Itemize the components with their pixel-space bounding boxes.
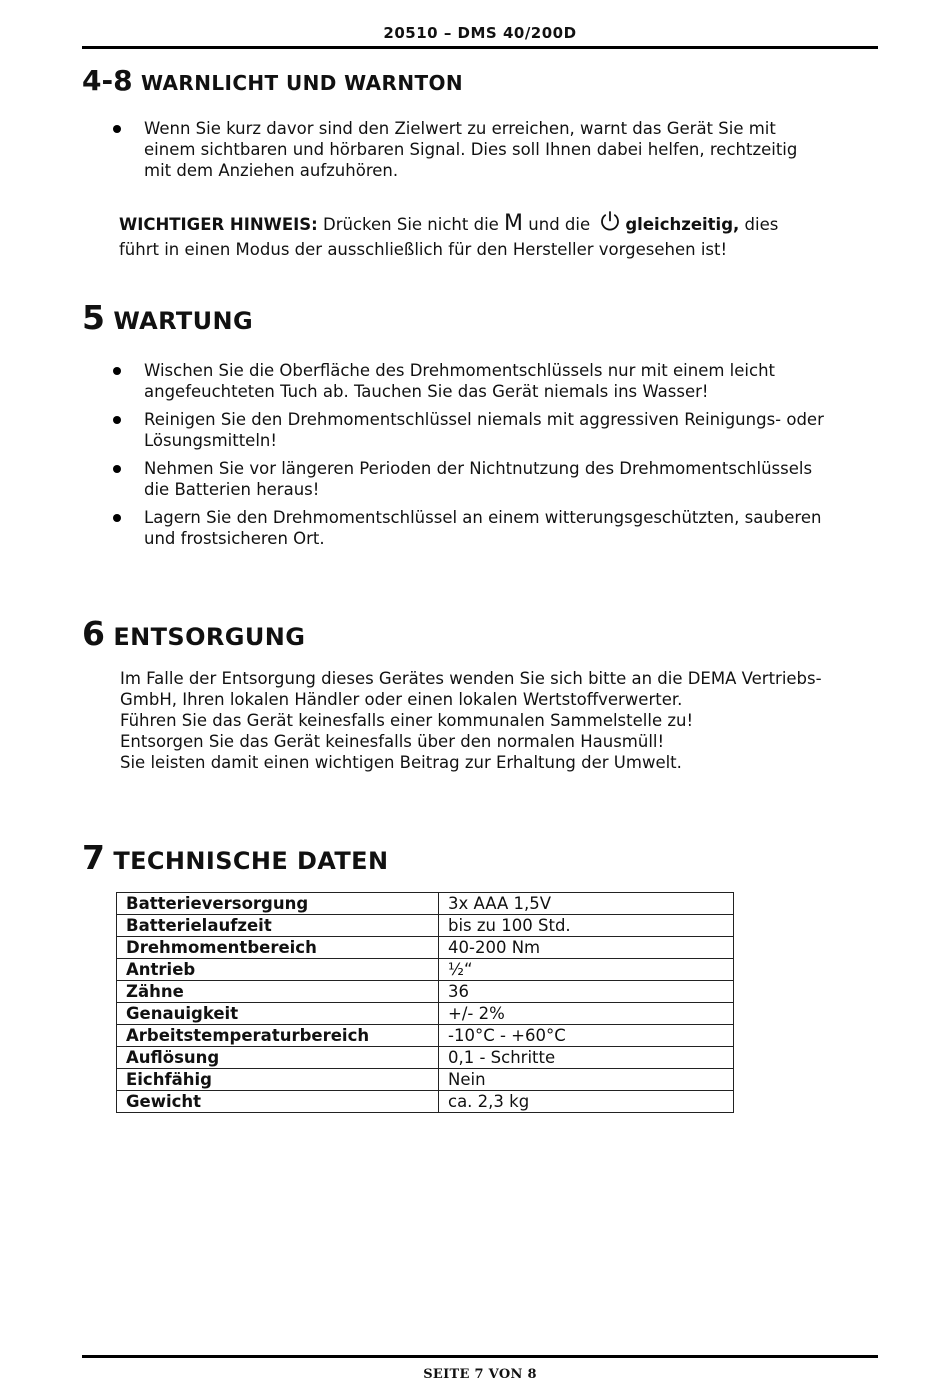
note-emphasis: gleichzeitig,	[625, 215, 740, 234]
section-title: TECHNISCHE DATEN	[113, 847, 389, 875]
section-heading-entsorgung	[82, 614, 305, 653]
list-item: Lagern Sie den Drehmomentschlüssel an einem witterungsgeschützten, sauberen und frostsicheren Ort.	[110, 507, 870, 549]
bullet-dot	[113, 367, 121, 375]
table-row: Arbeitstemperaturbereich -10°C - +60°C	[117, 1025, 734, 1047]
bullet-dot	[113, 514, 121, 522]
section-number: 7	[82, 838, 105, 877]
bullet-dot	[113, 125, 121, 133]
list-item: Reinigen Sie den Drehmomentschlüssel niemals mit aggressiven Reinigungs- oder Lösungsmitteln!	[110, 409, 870, 451]
table-row: Genauigkeit +/- 2%	[117, 1003, 734, 1025]
table-row: Batterieversorgung 3x AAA 1,5V	[117, 893, 734, 915]
table-row: Batterielaufzeit bis zu 100 Std.	[117, 915, 734, 937]
page-number: SEITE 7 VON 8	[423, 1367, 537, 1382]
section-title: ENTSORGUNG	[113, 623, 306, 651]
document-header-title: 20510 – DMS 40/200D	[383, 24, 577, 42]
section-title: WARTUNG	[113, 307, 254, 335]
table-row: Eichfähig Nein	[117, 1069, 734, 1091]
technical-data-table	[116, 892, 734, 1113]
note-line-2: führt in einen Modus der ausschließlich für den Hersteller vorgesehen ist!	[119, 240, 728, 259]
list-item: Wischen Sie die Oberfläche des Drehmomentschlüssels nur mit einem leicht angefeuchteten Tuch ab. Tauchen Sie das Gerät niemals ins Wasser!	[110, 360, 870, 402]
table-row: Antrieb ½“	[117, 959, 734, 981]
table-row: Auflösung 0,1 - Schritte	[117, 1047, 734, 1069]
m-button-glyph: M	[504, 211, 524, 236]
list-item: Wenn Sie kurz davor sind den Zielwert zu erreichen, warnt das Gerät Sie mit einem sichtbaren und hörbaren Signal. Dies soll Ihnen dabei helfen, rechtzeitig mit dem Anziehen aufzuhören.	[110, 118, 870, 181]
header-rule	[82, 46, 878, 49]
important-note: WICHTIGER HINWEIS: Drücken Sie nicht die M und die gleichzeitig, dies führt in einen Modus der ausschließlich für den Hersteller vorgesehen ist!	[119, 209, 879, 261]
bullet-dot	[113, 416, 121, 424]
list-item: Nehmen Sie vor längeren Perioden der Nichtnutzung des Drehmomentschlüssels die Batterien heraus!	[110, 458, 870, 500]
section-heading-warnlicht	[82, 64, 463, 97]
note-label: WICHTIGER HINWEIS:	[119, 215, 318, 234]
section-number: 5	[82, 298, 105, 337]
section-title: WARNLICHT UND WARNTON	[140, 71, 464, 95]
bullet-list-warnlicht	[110, 118, 870, 188]
section-number: 4-8	[82, 64, 133, 97]
power-icon	[598, 209, 622, 239]
table-row: Gewicht ca. 2,3 kg	[117, 1091, 734, 1113]
table-row: Zähne 36	[117, 981, 734, 1003]
section-heading-technische-daten	[82, 838, 388, 877]
footer-rule	[82, 1355, 878, 1358]
bullet-list-wartung	[110, 360, 870, 556]
disposal-paragraph: Im Falle der Entsorgung dieses Gerätes wenden Sie sich bitte an die DEMA Vertriebs- GmbH, Ihren lokalen Händler oder einen lokalen Wertstoffverwerter. Führen Sie das Gerät keinesfalls einer kommunalen Sammelstelle zu! Entsorgen Sie das Gerät keinesfalls über den normalen Hausmüll! Sie leisten damit einen wichtigen Beitrag zur Erhaltung der Umwelt.	[120, 669, 822, 772]
bullet-dot	[113, 465, 121, 473]
table-row: Drehmomentbereich 40-200 Nm	[117, 937, 734, 959]
section-number: 6	[82, 614, 105, 653]
section-heading-wartung	[82, 298, 253, 337]
